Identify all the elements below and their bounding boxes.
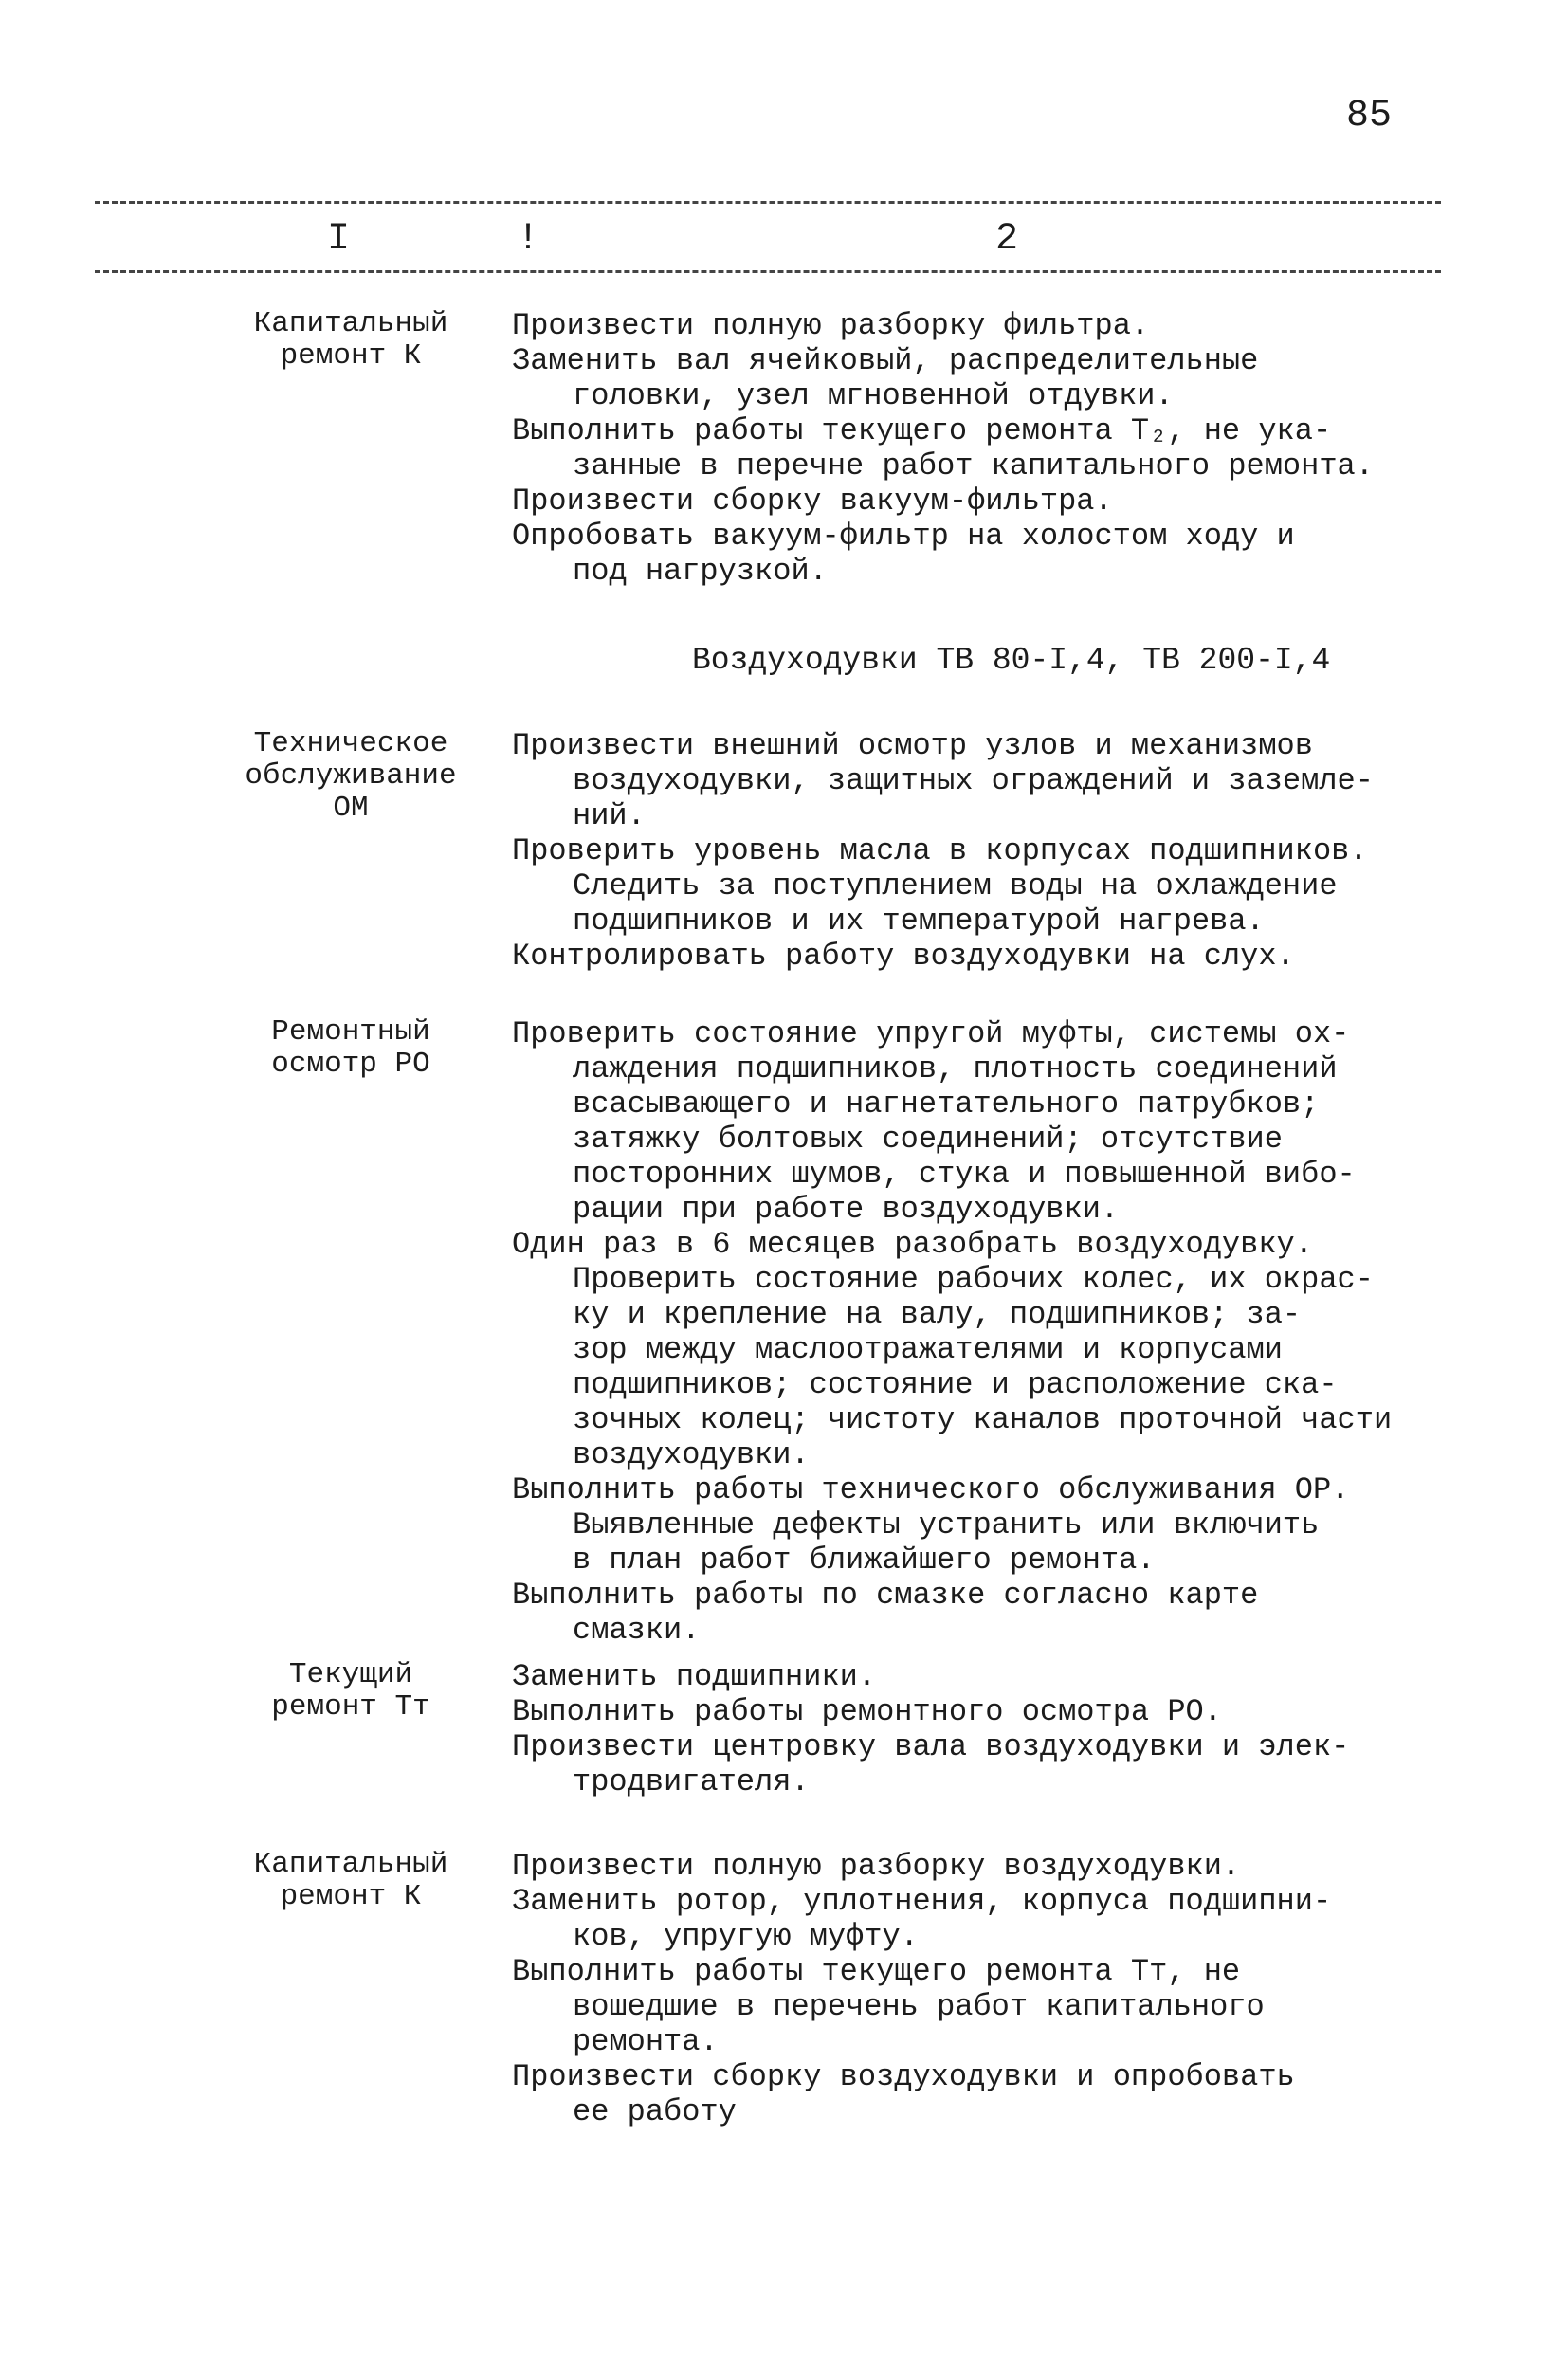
term-line: Капитальный: [253, 1848, 448, 1881]
row-description: [512, 1016, 1507, 1648]
term-line: Техническое: [253, 727, 448, 760]
desc-line: головки, узел мгновенной отдувки.: [573, 378, 1174, 413]
row-term: [199, 728, 502, 825]
row-description: [512, 1659, 1507, 1799]
term-line: ОМ: [333, 792, 369, 825]
desc-line: затяжку болтовых соединений; отсутствие: [573, 1122, 1283, 1157]
desc-line: подшипников; состояние и расположение ска-: [573, 1367, 1338, 1402]
desc-line: зор между маслоотражателями и корпусами: [573, 1332, 1283, 1367]
desc-line: ее работу: [573, 2094, 737, 2129]
table-header-dashed-rule: [95, 270, 1441, 273]
desc-line: Заменить подшипники.: [512, 1659, 877, 1694]
row-description: [512, 1849, 1507, 2129]
row-description: [512, 728, 1507, 974]
desc-line: смазки.: [573, 1613, 701, 1648]
desc-line: Выполнить работы технического обслуживания ОР.: [512, 1472, 1350, 1507]
desc-line: Произвести полную разборку воздуходувки.: [512, 1849, 1241, 1884]
row-term: [199, 1849, 502, 1913]
row-term: [199, 1659, 502, 1724]
desc-line: ков, упругую муфту.: [573, 1919, 919, 1954]
desc-line: Проверить состояние упругой муфты, системы ох-: [512, 1016, 1350, 1051]
desc-line: ку и крепление на валу, подшипников; за-: [573, 1297, 1302, 1332]
desc-line: рации при работе воздуходувки.: [573, 1192, 1120, 1227]
term-line: ремонт К: [280, 1880, 422, 1913]
term-line: Капитальный: [253, 307, 448, 340]
desc-line: занные в перечне работ капитального ремонта.: [573, 448, 1374, 484]
desc-line: ремонта.: [573, 2024, 719, 2059]
desc-line: подшипников и их температурой нагрева.: [573, 904, 1265, 939]
desc-line: посторонних шумов, стука и повышенной вибо-: [573, 1157, 1356, 1192]
desc-line: Заменить ротор, уплотнения, корпуса подшипни-: [512, 1884, 1332, 1919]
desc-line: Произвести сборку воздуходувки и опробовать: [512, 2059, 1295, 2094]
column-header-2: 2: [995, 218, 1019, 261]
term-line: ремонт К: [280, 339, 422, 373]
desc-line: Проверить уровень масла в корпусах подшипников.: [512, 833, 1368, 868]
term-line: осмотр РО: [271, 1048, 430, 1081]
row-term: [199, 308, 502, 373]
section-title: Воздуходувки ТВ 80-I,4, ТВ 200-I,4: [692, 643, 1331, 678]
table-top-dashed-rule: [95, 201, 1441, 204]
desc-line: Произвести центровку вала воздуходувки и элек-: [512, 1729, 1350, 1764]
desc-line: Контролировать работу воздуходувки на слух.: [512, 939, 1295, 974]
desc-line: тродвигателя.: [573, 1764, 810, 1799]
desc-line: Произвести полную разборку фильтра.: [512, 308, 1150, 343]
term-line: обслуживание: [245, 759, 457, 793]
desc-line: воздуходувки.: [573, 1437, 810, 1472]
desc-line: зочных колец; чистоту каналов проточной части: [573, 1402, 1393, 1437]
row-term: [199, 1016, 502, 1081]
term-line: ремонт Тт: [271, 1690, 430, 1724]
desc-line: Следить за поступлением воды на охлаждение: [573, 868, 1338, 904]
column-separator: !: [517, 218, 540, 261]
desc-line: Выполнить работы текущего ремонта Т₂, не ука-: [512, 413, 1332, 448]
desc-line: вошедшие в перечень работ капитального: [573, 1989, 1265, 2024]
desc-line: Опробовать вакуум-фильтр на холостом ходу и: [512, 519, 1295, 554]
desc-line: ний.: [573, 798, 646, 833]
desc-line: под нагрузкой.: [573, 554, 828, 589]
desc-line: Произвести сборку вакуум-фильтра.: [512, 484, 1113, 519]
desc-line: всасывающего и нагнетательного патрубков;: [573, 1087, 1320, 1122]
row-description: [512, 308, 1507, 589]
term-line: Текущий: [288, 1658, 413, 1691]
column-header-1: I: [327, 218, 351, 261]
desc-line: Выявленные дефекты устранить или включить: [573, 1507, 1320, 1543]
desc-line: в план работ ближайшего ремонта.: [573, 1543, 1156, 1578]
desc-line: лаждения подшипников, плотность соединений: [573, 1051, 1338, 1087]
desc-line: Один раз в 6 месяцев разобрать воздуходувку.: [512, 1227, 1313, 1262]
desc-line: Проверить состояние рабочих колес, их окрас-: [573, 1262, 1374, 1297]
desc-line: воздуходувки, защитных ограждений и заземле-: [573, 763, 1374, 798]
desc-line: Заменить вал ячейковый, распределительные: [512, 343, 1259, 378]
desc-line: Выполнить работы текущего ремонта Тт, не: [512, 1954, 1241, 1989]
desc-line: Выполнить работы по смазке согласно карте: [512, 1578, 1259, 1613]
desc-line: Произвести внешний осмотр узлов и механизмов: [512, 728, 1313, 763]
desc-line: Выполнить работы ремонтного осмотра РО.: [512, 1694, 1222, 1729]
page-number: 85: [1346, 95, 1393, 137]
term-line: Ремонтный: [271, 1015, 430, 1049]
